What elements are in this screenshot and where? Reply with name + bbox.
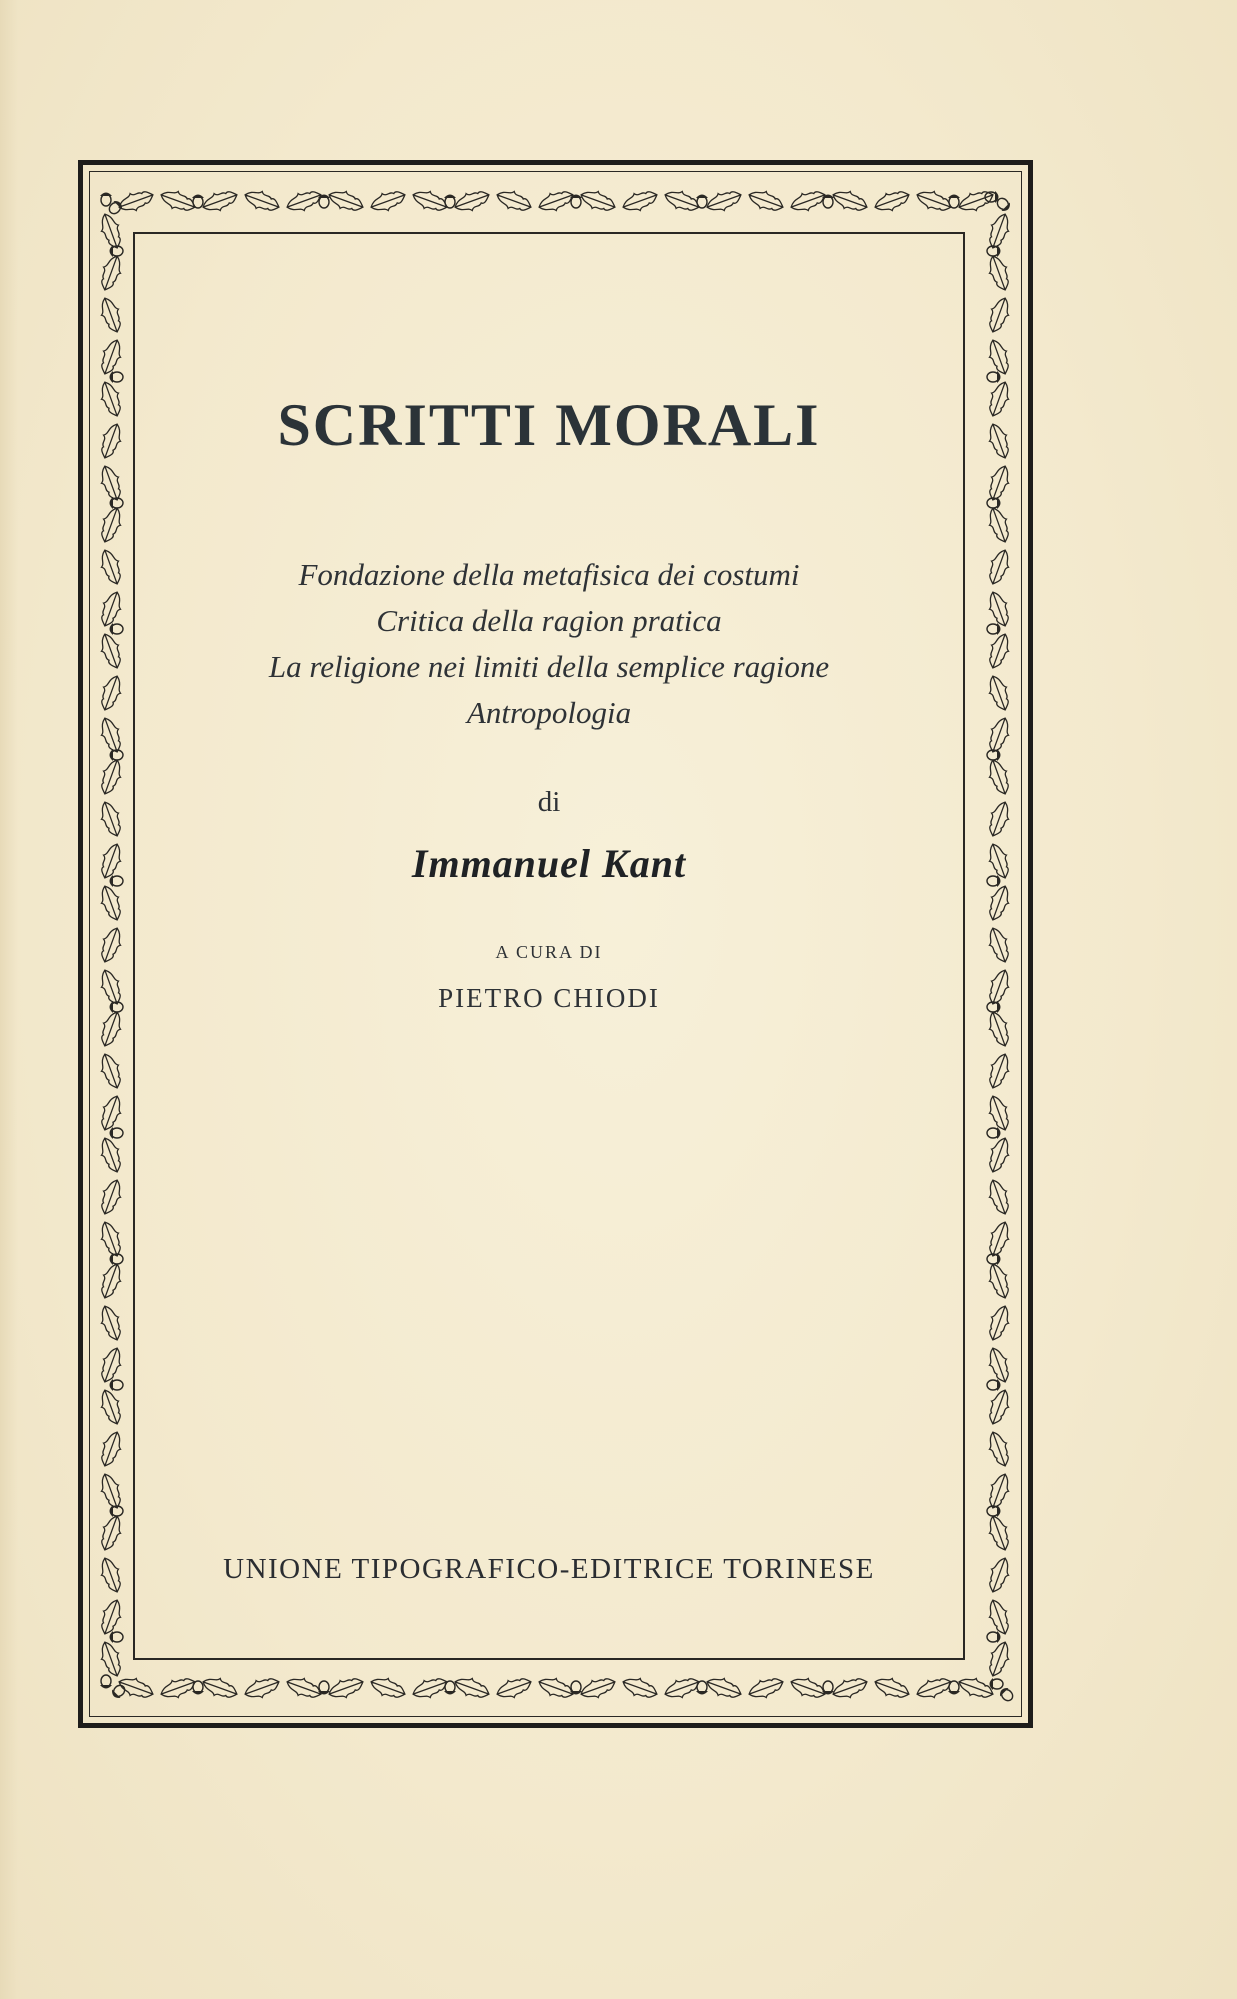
work-item: La religione nei limiti della semplice ragione: [268, 649, 830, 684]
book-title: SCRITTI MORALI: [277, 392, 821, 458]
editor-label: A CURA DI: [495, 942, 603, 962]
by-label: di: [537, 786, 561, 818]
work-item: Antropologia: [466, 695, 632, 730]
work-item: Critica della ragion pratica: [376, 603, 722, 638]
work-item: Fondazione della metafisica dei costumi: [298, 557, 800, 592]
author-name: Immanuel Kant: [411, 841, 687, 886]
publisher-name: UNIONE TIPOGRAFICO-EDITRICE TORINESE: [223, 1553, 875, 1585]
works-list: [133, 552, 965, 736]
editor-name: PIETRO CHIODI: [438, 983, 660, 1013]
